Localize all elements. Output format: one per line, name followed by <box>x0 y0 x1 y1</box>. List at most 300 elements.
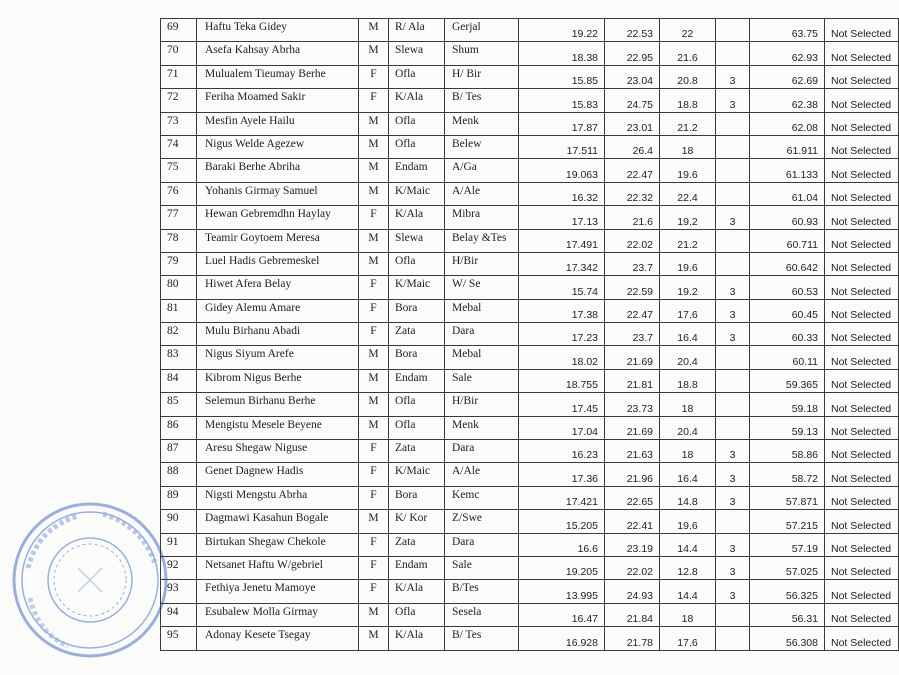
score-2-cell: 22.95 <box>605 42 660 65</box>
bonus-cell <box>716 252 750 275</box>
total-score-cell: 61.133 <box>750 159 825 182</box>
score-1-cell: 17.04 <box>519 416 605 439</box>
score-2-cell: 23.04 <box>605 65 660 88</box>
score-2-cell: 21.69 <box>605 416 660 439</box>
table-row <box>161 19 899 42</box>
student-name: Nigus Welde Agezew <box>197 135 359 158</box>
bonus-cell <box>716 416 750 439</box>
school-cell: A/Ale <box>445 463 519 486</box>
student-name: Gidey Alemu Amare <box>197 299 359 322</box>
score-1-cell: 19.063 <box>519 159 605 182</box>
woreda-cell: Slewa <box>389 42 445 65</box>
table-row <box>161 369 899 392</box>
score-3-cell: 19.2 <box>660 276 716 299</box>
school-cell: H/Bir <box>445 393 519 416</box>
table-row <box>161 206 899 229</box>
score-3-cell: 19.6 <box>660 252 716 275</box>
sex-cell: M <box>359 135 389 158</box>
sex-cell: M <box>359 42 389 65</box>
woreda-cell: Endam <box>389 556 445 579</box>
official-seal-stamp-icon <box>8 498 173 663</box>
table-row <box>161 135 899 158</box>
school-cell: Gerjal <box>445 19 519 42</box>
score-2-cell: 21.63 <box>605 440 660 463</box>
score-1-cell: 17.421 <box>519 486 605 509</box>
row-number: 92 <box>161 556 197 579</box>
score-2-cell: 21.6 <box>605 206 660 229</box>
school-cell: Menk <box>445 416 519 439</box>
score-3-cell: 14.4 <box>660 580 716 603</box>
status-cell: Not Selected <box>825 182 899 205</box>
score-1-cell: 17.38 <box>519 299 605 322</box>
results-table-body <box>161 19 899 651</box>
bonus-cell: 3 <box>716 65 750 88</box>
school-cell: H/ Bir <box>445 65 519 88</box>
student-name: Yohanis Girmay Samuel <box>197 182 359 205</box>
status-cell: Not Selected <box>825 159 899 182</box>
sex-cell: F <box>359 276 389 299</box>
score-1-cell: 15.74 <box>519 276 605 299</box>
total-score-cell: 56.31 <box>750 603 825 626</box>
score-3-cell: 19.6 <box>660 159 716 182</box>
status-cell: Not Selected <box>825 556 899 579</box>
score-3-cell: 16.4 <box>660 463 716 486</box>
woreda-cell: K/Ala <box>389 580 445 603</box>
school-cell: H/Bir <box>445 252 519 275</box>
total-score-cell: 59.365 <box>750 369 825 392</box>
student-name: Baraki Berhe Abriha <box>197 159 359 182</box>
student-name: Mengistu Mesele Beyene <box>197 416 359 439</box>
total-score-cell: 59.18 <box>750 393 825 416</box>
status-cell: Not Selected <box>825 89 899 112</box>
bonus-cell <box>716 229 750 252</box>
sex-cell: F <box>359 299 389 322</box>
status-cell: Not Selected <box>825 346 899 369</box>
bonus-cell <box>716 112 750 135</box>
table-row <box>161 323 899 346</box>
woreda-cell: Endam <box>389 369 445 392</box>
status-cell: Not Selected <box>825 252 899 275</box>
total-score-cell: 57.871 <box>750 486 825 509</box>
bonus-cell: 3 <box>716 89 750 112</box>
sex-cell: M <box>359 603 389 626</box>
row-number: 80 <box>161 276 197 299</box>
status-cell: Not Selected <box>825 299 899 322</box>
bonus-cell <box>716 393 750 416</box>
status-cell: Not Selected <box>825 486 899 509</box>
score-3-cell: 18.8 <box>660 369 716 392</box>
table-row <box>161 159 899 182</box>
school-cell: Z/Swe <box>445 510 519 533</box>
score-2-cell: 26.4 <box>605 135 660 158</box>
sex-cell: M <box>359 229 389 252</box>
status-cell: Not Selected <box>825 112 899 135</box>
sex-cell: M <box>359 252 389 275</box>
woreda-cell: K/ Kor <box>389 510 445 533</box>
sex-cell: M <box>359 112 389 135</box>
school-cell: A/Ale <box>445 182 519 205</box>
total-score-cell: 61.04 <box>750 182 825 205</box>
row-number: 88 <box>161 463 197 486</box>
bonus-cell <box>716 603 750 626</box>
score-3-cell: 17.6 <box>660 299 716 322</box>
score-2-cell: 23.19 <box>605 533 660 556</box>
row-number: 84 <box>161 369 197 392</box>
student-name: Netsanet Haftu W/gebriel <box>197 556 359 579</box>
woreda-cell: Bora <box>389 486 445 509</box>
score-2-cell: 22.47 <box>605 159 660 182</box>
student-name: Nigus Siyum Arefe <box>197 346 359 369</box>
row-number: 73 <box>161 112 197 135</box>
score-3-cell: 18 <box>660 603 716 626</box>
score-3-cell: 19.6 <box>660 510 716 533</box>
total-score-cell: 60.33 <box>750 323 825 346</box>
score-1-cell: 17.45 <box>519 393 605 416</box>
score-1-cell: 16.6 <box>519 533 605 556</box>
row-number: 86 <box>161 416 197 439</box>
student-name: Selemun Birhanu Berhe <box>197 393 359 416</box>
row-number: 85 <box>161 393 197 416</box>
school-cell: Dara <box>445 440 519 463</box>
student-name: Nigsti Mengstu Abrha <box>197 486 359 509</box>
row-number: 77 <box>161 206 197 229</box>
score-3-cell: 20.4 <box>660 346 716 369</box>
row-number: 93 <box>161 580 197 603</box>
student-name: Adonay Kesete Tsegay <box>197 627 359 650</box>
woreda-cell: Bora <box>389 299 445 322</box>
table-row <box>161 556 899 579</box>
student-name: Birtukan Shegaw Chekole <box>197 533 359 556</box>
row-number: 95 <box>161 627 197 650</box>
bonus-cell: 3 <box>716 486 750 509</box>
score-1-cell: 18.755 <box>519 369 605 392</box>
bonus-cell <box>716 182 750 205</box>
bonus-cell: 3 <box>716 463 750 486</box>
table-row <box>161 182 899 205</box>
woreda-cell: Zata <box>389 323 445 346</box>
school-cell: B/ Tes <box>445 627 519 650</box>
school-cell: Sale <box>445 369 519 392</box>
table-row <box>161 229 899 252</box>
score-2-cell: 21.84 <box>605 603 660 626</box>
woreda-cell: Ofla <box>389 65 445 88</box>
student-name: Fethiya Jenetu Mamoye <box>197 580 359 603</box>
status-cell: Not Selected <box>825 65 899 88</box>
status-cell: Not Selected <box>825 206 899 229</box>
table-row <box>161 533 899 556</box>
score-1-cell: 13.995 <box>519 580 605 603</box>
student-name: Aresu Shegaw Niguse <box>197 440 359 463</box>
status-cell: Not Selected <box>825 393 899 416</box>
school-cell: Sale <box>445 556 519 579</box>
status-cell: Not Selected <box>825 323 899 346</box>
total-score-cell: 57.19 <box>750 533 825 556</box>
sex-cell: M <box>359 627 389 650</box>
results-table <box>160 18 899 651</box>
score-3-cell: 14.8 <box>660 486 716 509</box>
school-cell: A/Ga <box>445 159 519 182</box>
row-number: 75 <box>161 159 197 182</box>
total-score-cell: 62.38 <box>750 89 825 112</box>
school-cell: Belay &Tes <box>445 229 519 252</box>
status-cell: Not Selected <box>825 19 899 42</box>
table-row <box>161 346 899 369</box>
score-3-cell: 16.4 <box>660 323 716 346</box>
woreda-cell: Ofla <box>389 416 445 439</box>
bonus-cell <box>716 42 750 65</box>
score-2-cell: 24.75 <box>605 89 660 112</box>
score-1-cell: 17.511 <box>519 135 605 158</box>
row-number: 87 <box>161 440 197 463</box>
student-name: Kibrom Nigus Berhe <box>197 369 359 392</box>
row-number: 70 <box>161 42 197 65</box>
bonus-cell <box>716 510 750 533</box>
school-cell: Sesela <box>445 603 519 626</box>
row-number: 91 <box>161 533 197 556</box>
total-score-cell: 58.72 <box>750 463 825 486</box>
student-name: Esubalew Molla Girmay <box>197 603 359 626</box>
score-2-cell: 23.7 <box>605 252 660 275</box>
score-2-cell: 24.93 <box>605 580 660 603</box>
sex-cell: M <box>359 369 389 392</box>
status-cell: Not Selected <box>825 510 899 533</box>
total-score-cell: 60.11 <box>750 346 825 369</box>
sex-cell: M <box>359 510 389 533</box>
total-score-cell: 63.75 <box>750 19 825 42</box>
total-score-cell: 57.215 <box>750 510 825 533</box>
score-1-cell: 17.36 <box>519 463 605 486</box>
student-name: Haftu Teka Gidey <box>197 19 359 42</box>
school-cell: Mibra <box>445 206 519 229</box>
student-name: Dagmawi Kasahun Bogale <box>197 510 359 533</box>
table-row <box>161 89 899 112</box>
sex-cell: F <box>359 556 389 579</box>
bonus-cell: 3 <box>716 299 750 322</box>
woreda-cell: K/Maic <box>389 276 445 299</box>
row-number: 76 <box>161 182 197 205</box>
student-name: Mulualem Tieumay Berhe <box>197 65 359 88</box>
score-3-cell: 12.8 <box>660 556 716 579</box>
table-row <box>161 252 899 275</box>
bonus-cell <box>716 346 750 369</box>
school-cell: B/ Tes <box>445 89 519 112</box>
status-cell: Not Selected <box>825 580 899 603</box>
score-1-cell: 15.85 <box>519 65 605 88</box>
woreda-cell: Ofla <box>389 112 445 135</box>
bonus-cell: 3 <box>716 533 750 556</box>
bonus-cell: 3 <box>716 440 750 463</box>
woreda-cell: K/Ala <box>389 206 445 229</box>
total-score-cell: 62.69 <box>750 65 825 88</box>
score-2-cell: 22.59 <box>605 276 660 299</box>
bonus-cell: 3 <box>716 206 750 229</box>
student-name: Asefa Kahsay Abrha <box>197 42 359 65</box>
woreda-cell: Zata <box>389 533 445 556</box>
school-cell: Dara <box>445 533 519 556</box>
woreda-cell: R/ Ala <box>389 19 445 42</box>
sex-cell: F <box>359 323 389 346</box>
score-2-cell: 21.69 <box>605 346 660 369</box>
sex-cell: F <box>359 533 389 556</box>
score-3-cell: 18 <box>660 393 716 416</box>
score-1-cell: 17.491 <box>519 229 605 252</box>
row-number: 89 <box>161 486 197 509</box>
sex-cell: F <box>359 89 389 112</box>
table-row <box>161 276 899 299</box>
table-row <box>161 627 899 650</box>
bonus-cell <box>716 159 750 182</box>
table-row <box>161 416 899 439</box>
total-score-cell: 62.08 <box>750 112 825 135</box>
total-score-cell: 60.711 <box>750 229 825 252</box>
score-1-cell: 17.342 <box>519 252 605 275</box>
woreda-cell: K/Maic <box>389 463 445 486</box>
table-row <box>161 510 899 533</box>
score-3-cell: 17.6 <box>660 627 716 650</box>
status-cell: Not Selected <box>825 135 899 158</box>
sex-cell: F <box>359 206 389 229</box>
score-3-cell: 22.4 <box>660 182 716 205</box>
bonus-cell <box>716 19 750 42</box>
score-3-cell: 20.8 <box>660 65 716 88</box>
table-row <box>161 486 899 509</box>
score-1-cell: 15.205 <box>519 510 605 533</box>
table-row <box>161 393 899 416</box>
score-2-cell: 22.02 <box>605 556 660 579</box>
table-row <box>161 603 899 626</box>
score-2-cell: 22.02 <box>605 229 660 252</box>
sex-cell: M <box>359 346 389 369</box>
bonus-cell: 3 <box>716 580 750 603</box>
student-name: Genet Dagnew Hadis <box>197 463 359 486</box>
score-1-cell: 15.83 <box>519 89 605 112</box>
row-number: 81 <box>161 299 197 322</box>
table-row <box>161 42 899 65</box>
table-row <box>161 463 899 486</box>
score-1-cell: 16.47 <box>519 603 605 626</box>
table-row <box>161 440 899 463</box>
sex-cell: F <box>359 463 389 486</box>
woreda-cell: Endam <box>389 159 445 182</box>
bonus-cell <box>716 627 750 650</box>
student-name: Mulu Birhanu Abadi <box>197 323 359 346</box>
score-2-cell: 22.41 <box>605 510 660 533</box>
woreda-cell: Zata <box>389 440 445 463</box>
school-cell: Belew <box>445 135 519 158</box>
bonus-cell: 3 <box>716 276 750 299</box>
score-1-cell: 19.22 <box>519 19 605 42</box>
total-score-cell: 56.308 <box>750 627 825 650</box>
score-3-cell: 22 <box>660 19 716 42</box>
student-name: Teamir Goytoem Meresa <box>197 229 359 252</box>
total-score-cell: 60.45 <box>750 299 825 322</box>
sex-cell: M <box>359 159 389 182</box>
sex-cell: F <box>359 580 389 603</box>
total-score-cell: 58.86 <box>750 440 825 463</box>
table-row <box>161 65 899 88</box>
row-number: 69 <box>161 19 197 42</box>
score-2-cell: 23.73 <box>605 393 660 416</box>
row-number: 90 <box>161 510 197 533</box>
woreda-cell: K/Ala <box>389 627 445 650</box>
status-cell: Not Selected <box>825 533 899 556</box>
student-name: Hewan Gebremdhn Haylay <box>197 206 359 229</box>
total-score-cell: 62.93 <box>750 42 825 65</box>
status-cell: Not Selected <box>825 42 899 65</box>
woreda-cell: Ofla <box>389 393 445 416</box>
status-cell: Not Selected <box>825 229 899 252</box>
score-3-cell: 18.8 <box>660 89 716 112</box>
woreda-cell: K/Ala <box>389 89 445 112</box>
score-2-cell: 23.7 <box>605 323 660 346</box>
status-cell: Not Selected <box>825 627 899 650</box>
school-cell: Menk <box>445 112 519 135</box>
bonus-cell: 3 <box>716 556 750 579</box>
sex-cell: M <box>359 416 389 439</box>
score-1-cell: 18.38 <box>519 42 605 65</box>
score-1-cell: 17.23 <box>519 323 605 346</box>
school-cell: Kemc <box>445 486 519 509</box>
total-score-cell: 60.53 <box>750 276 825 299</box>
row-number: 83 <box>161 346 197 369</box>
table-row <box>161 299 899 322</box>
score-3-cell: 19.2 <box>660 206 716 229</box>
total-score-cell: 56.325 <box>750 580 825 603</box>
row-number: 82 <box>161 323 197 346</box>
sex-cell: F <box>359 440 389 463</box>
row-number: 94 <box>161 603 197 626</box>
score-3-cell: 21.2 <box>660 229 716 252</box>
total-score-cell: 59.13 <box>750 416 825 439</box>
score-2-cell: 22.65 <box>605 486 660 509</box>
student-name: Luel Hadis Gebremeskel <box>197 252 359 275</box>
woreda-cell: Ofla <box>389 135 445 158</box>
score-1-cell: 17.87 <box>519 112 605 135</box>
score-1-cell: 17.13 <box>519 206 605 229</box>
score-2-cell: 22.32 <box>605 182 660 205</box>
student-name: Feriha Moamed Sakir <box>197 89 359 112</box>
score-2-cell: 21.96 <box>605 463 660 486</box>
row-number: 74 <box>161 135 197 158</box>
table-row <box>161 112 899 135</box>
bonus-cell <box>716 135 750 158</box>
score-2-cell: 22.47 <box>605 299 660 322</box>
total-score-cell: 61.911 <box>750 135 825 158</box>
score-3-cell: 21.6 <box>660 42 716 65</box>
woreda-cell: K/Maic <box>389 182 445 205</box>
score-2-cell: 23.01 <box>605 112 660 135</box>
woreda-cell: Ofla <box>389 603 445 626</box>
bonus-cell: 3 <box>716 323 750 346</box>
sex-cell: F <box>359 486 389 509</box>
total-score-cell: 60.93 <box>750 206 825 229</box>
score-1-cell: 19.205 <box>519 556 605 579</box>
score-1-cell: 16.23 <box>519 440 605 463</box>
status-cell: Not Selected <box>825 440 899 463</box>
score-1-cell: 16.928 <box>519 627 605 650</box>
row-number: 78 <box>161 229 197 252</box>
sex-cell: M <box>359 393 389 416</box>
score-3-cell: 20.4 <box>660 416 716 439</box>
score-1-cell: 16.32 <box>519 182 605 205</box>
school-cell: Shum <box>445 42 519 65</box>
school-cell: Mebal <box>445 299 519 322</box>
row-number: 71 <box>161 65 197 88</box>
table-row <box>161 580 899 603</box>
score-1-cell: 18.02 <box>519 346 605 369</box>
status-cell: Not Selected <box>825 369 899 392</box>
school-cell: Dara <box>445 323 519 346</box>
